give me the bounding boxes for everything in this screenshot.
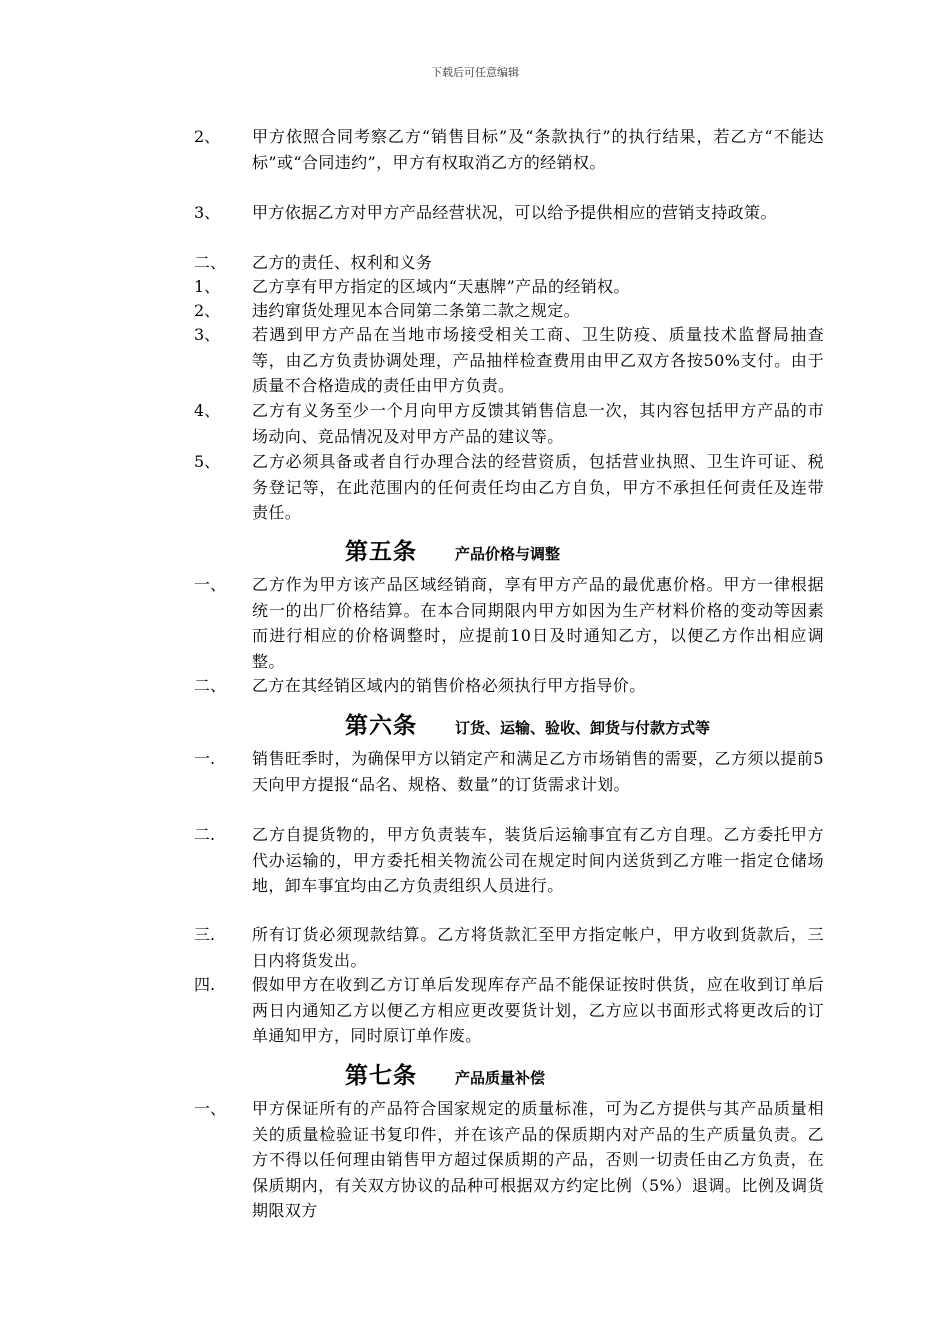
clause-number: 4、 xyxy=(194,401,221,420)
clause-text: 违约窜货处理见本合同第二条第二款之规定。 xyxy=(252,301,581,320)
clause-item xyxy=(194,449,824,526)
clause-number: 5、 xyxy=(194,452,221,471)
clause-text: 乙方作为甲方该产品区域经销商，享有甲方产品的最优惠价格。甲方一律根据统一的出厂价格结算。在本合同期限内甲方如因为生产材料价格的变动等因素而进行相应的价格调整时，应提前10日及时通知乙方，以便乙方作出相应调整。 xyxy=(252,575,824,671)
clause-number: 2、 xyxy=(194,301,221,320)
article-heading xyxy=(345,707,710,740)
clause-text: 销售旺季时，为确保甲方以销定产和满足乙方市场销售的需要，乙方须以提前5天向甲方提报“品名、规格、数量”的订货需求计划。 xyxy=(252,749,824,794)
article-title: 产品价格与调整 xyxy=(455,545,561,563)
clause-number: 四. xyxy=(194,975,216,994)
clause-number: 二、 xyxy=(194,253,227,272)
article-title: 产品质量补偿 xyxy=(455,1069,546,1087)
article-heading xyxy=(345,533,560,566)
clause-item xyxy=(194,298,824,324)
clause-item xyxy=(194,746,824,797)
clause-text: 乙方享有甲方指定的区域内“天惠牌”产品的经销权。 xyxy=(252,277,630,296)
clause-text: 所有订货必须现款结算。乙方将货款汇至甲方指定帐户，甲方收到货款后，三日内将货发出。 xyxy=(252,925,824,970)
clause-text: 甲方保证所有的产品符合国家规定的质量标准，可为乙方提供与其产品质量相关的质量检验证书复印件，并在该产品的保质期内对产品的生产质量负责。乙方不得以任何理由销售甲方超过保质期的产品，否则一切责任由乙方负责，在保质期内，有关双方协议的品种可根据双方约定比例（5%）退调。比例及调货期限双方 xyxy=(252,1099,824,1220)
clause-number: 二、 xyxy=(194,676,227,695)
clause-text: 乙方必须具备或者自行办理合法的经营资质，包括营业执照、卫生许可证、税务登记等，在此范围内的任何责任均由乙方自负，甲方不承担任何责任及连带责任。 xyxy=(252,452,824,522)
clause-item xyxy=(194,922,824,973)
clause-number: 二. xyxy=(194,825,216,844)
clause-text: 乙方有义务至少一个月向甲方反馈其销售信息一次，其内容包括甲方产品的市场动向、竞品情况及对甲方产品的建议等。 xyxy=(252,401,824,446)
clause-item xyxy=(194,673,824,699)
clause-number: 一、 xyxy=(194,1099,227,1118)
clause-item xyxy=(194,200,824,226)
clause-text: 乙方在其经销区域内的销售价格必须执行甲方指导价。 xyxy=(252,676,646,695)
clause-number: 一、 xyxy=(194,575,227,594)
clause-item xyxy=(194,250,824,276)
clause-item xyxy=(194,1096,824,1224)
clause-text: 假如甲方在收到乙方订单后发现库存产品不能保证按时供货，应在收到订单后两日内通知乙方以便乙方相应更改要货计划，乙方应以书面形式将更改后的订单通知甲方，同时原订单作废。 xyxy=(252,975,824,1045)
clause-number: 三. xyxy=(194,925,216,944)
clause-item xyxy=(194,398,824,449)
article-title: 订货、运输、验收、卸货与付款方式等 xyxy=(455,719,711,737)
clause-number: 2、 xyxy=(194,127,221,146)
clause-item xyxy=(194,972,824,1049)
clause-text: 甲方依据乙方对甲方产品经营状况，可以给予提供相应的营销支持政策。 xyxy=(252,203,777,222)
clause-number: 3、 xyxy=(194,325,221,344)
clause-item xyxy=(194,124,824,175)
clause-text: 乙方的责任、权利和义务 xyxy=(252,253,433,272)
article-number: 第六条 xyxy=(345,712,417,739)
clause-text: 若遇到甲方产品在当地市场接受相关工商、卫生防疫、质量技术监督局抽查等，由乙方负责协调处理，产品抽样检查费用由甲乙双方各按50%支付。由于质量不合格造成的责任由甲方负责。 xyxy=(252,325,824,395)
article-number: 第七条 xyxy=(345,1062,417,1089)
page-header: 下载后可任意编辑 xyxy=(431,66,519,79)
clause-item xyxy=(194,274,824,300)
clause-text: 甲方依照合同考察乙方“销售目标”及“条款执行”的执行结果，若乙方“不能达标”或“合同违约”，甲方有权取消乙方的经销权。 xyxy=(252,127,824,172)
article-number: 第五条 xyxy=(345,538,417,565)
clause-item xyxy=(194,822,824,899)
clause-number: 一. xyxy=(194,749,216,768)
clause-number: 1、 xyxy=(194,277,221,296)
clause-text: 乙方自提货物的，甲方负责装车，装货后运输事宜有乙方自理。乙方委托甲方代办运输的，甲方委托相关物流公司在规定时间内送货到乙方唯一指定仓储场地，卸车事宜均由乙方负责组织人员进行。 xyxy=(252,825,824,895)
clause-item xyxy=(194,322,824,399)
clause-number: 3、 xyxy=(194,203,221,222)
article-heading xyxy=(345,1057,545,1090)
clause-item xyxy=(194,572,824,674)
